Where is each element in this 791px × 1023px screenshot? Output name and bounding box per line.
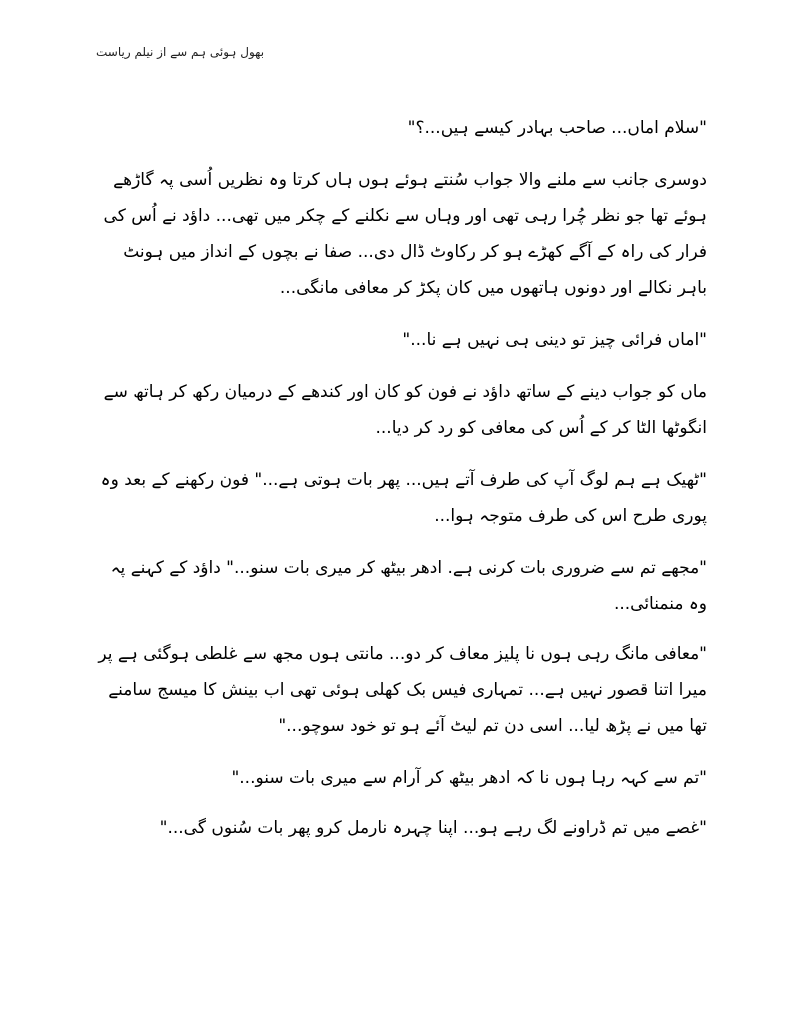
dialogue-paragraph: "غصے میں تم ڈراونے لگ رہے ہو... اپنا چہرہ نارمل کرو پھر بات سُنوں گی..." [159,818,707,838]
running-header: بھول ہوئی ہم سے از نیلم ریاست [96,45,265,59]
dialogue-paragraph: "ٹھیک ہے ہم لوگ آپ کی طرف آتے ہیں... پھر بات ہوتی ہے..." فون رکھنے کے بعد وہ پوری طرح اس کی طرف متوجہ ہوا... [100,470,707,526]
dialogue-paragraph: "معافی مانگ رہی ہوں نا پلیز معاف کر دو... مانتی ہوں مجھ سے غلطی ہوگئی ہے پر میرا اتنا قصور نہیں ہے... تمہاری فیس بک کھلی ہوئی تھی اب بینش کا میسج سامنے تھا میں نے پڑھ لیا... اسی دن تم لیٹ آئے ہو تو خود سوچو..." [98,644,707,736]
narration-paragraph: ماں کو جواب دینے کے ساتھ داؤد نے فون کو کان اور کندھے کے درمیان رکھ کر ہاتھ سے انگوٹھا الٹا کر کے اُس کی معافی کو رد کر دیا... [103,382,707,438]
dialogue-paragraph: "مجھے تم سے ضروری بات کرنی ہے. ادھر بیٹھ کر میری بات سنو..." داؤد کے کہنے پہ وہ منمنائی... [110,558,707,614]
dialogue-paragraph: "اماں فرائی چیز تو دینی ہی نہیں ہے نا..." [402,330,707,350]
dialogue-paragraph: "سلام اماں... صاحب بہادر کیسے ہیں...؟" [407,118,707,138]
document-body [95,110,707,862]
narration-paragraph: دوسری جانب سے ملنے والا جواب سُنتے ہوئے ہوں ہاں کرتا وہ نظریں اُسی پہ گاڑھے ہوئے تھا جو نظر چُرا رہی تھی اور وہاں سے نکلنے کے چکر میں تھی... داؤد نے اُس کی فرار کی راہ کے آگے کھڑے ہو کر رکاوٹ ڈال دی... صفا نے بچوں کے انداز میں ہونٹ باہر نکالے اور دونوں ہاتھوں میں کان پکڑ کر معافی مانگی... [103,170,707,298]
dialogue-paragraph: "تم سے کہہ رہا ہوں نا کہ ادھر بیٹھ کر آرام سے میری بات سنو..." [231,768,707,788]
